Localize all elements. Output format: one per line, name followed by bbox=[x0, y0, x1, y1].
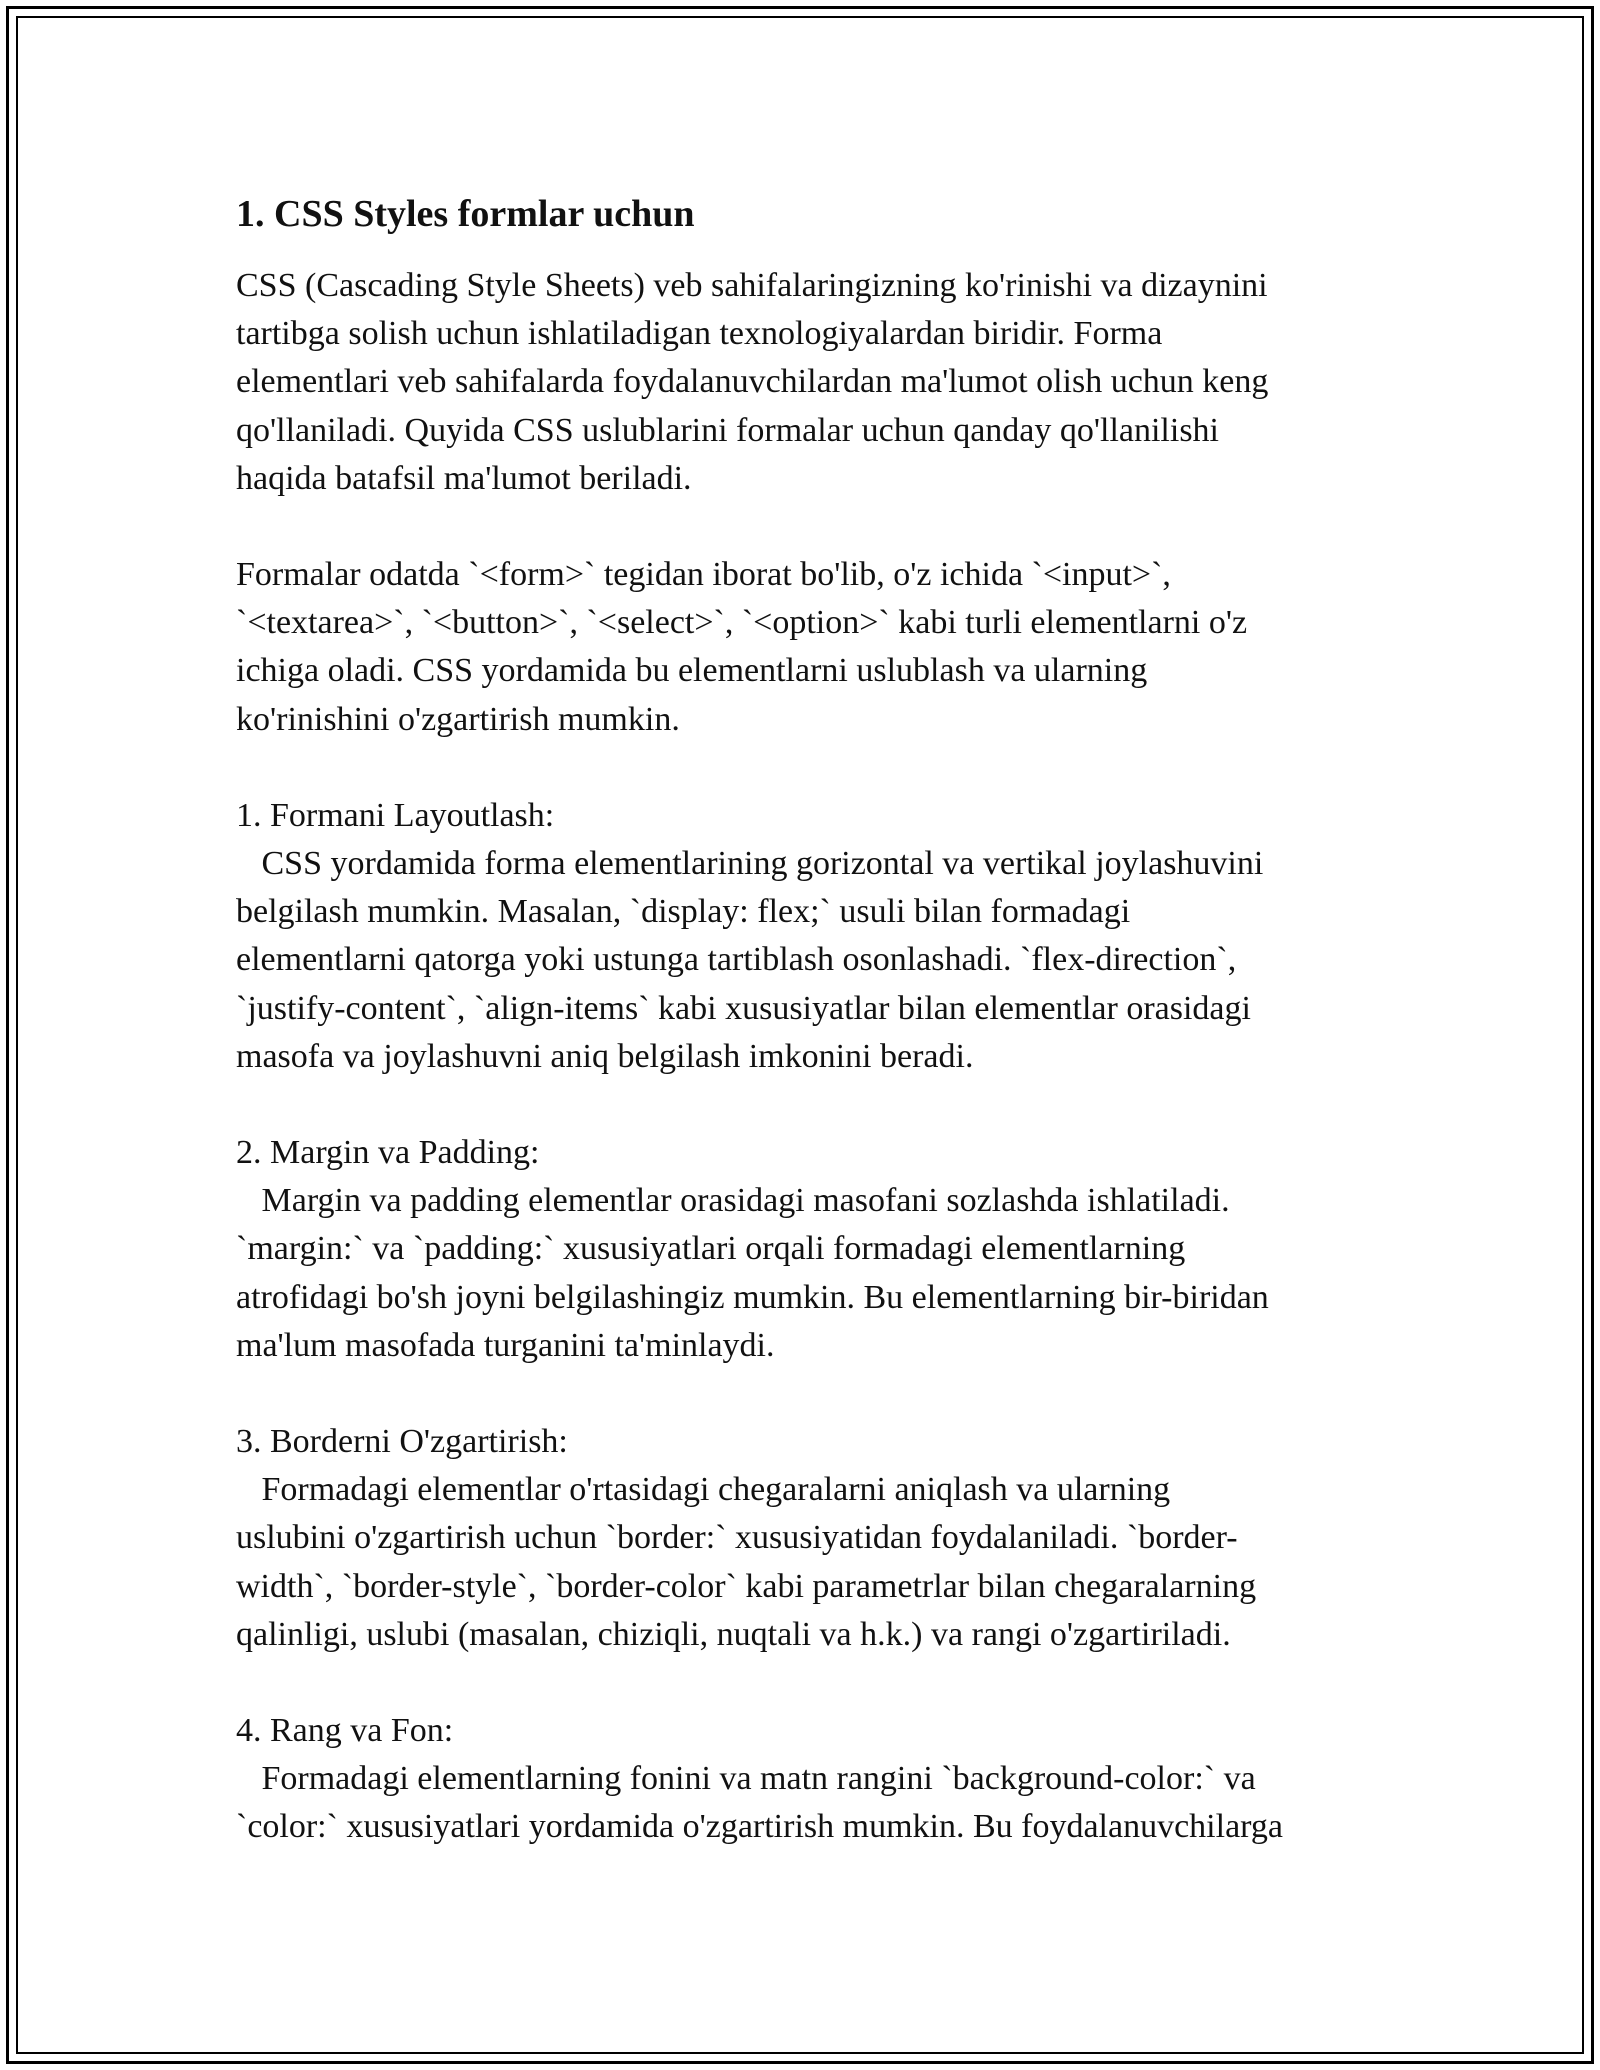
paragraph-line: `color:` xususiyatlari yordamida o'zgartirish mumkin. Bu foydalanuvchilarga bbox=[236, 1808, 1283, 1846]
section-color-background bbox=[236, 1707, 1376, 1852]
section-margin-padding bbox=[236, 1129, 1376, 1370]
paragraph-line: `justify-content`, `align-items` kabi xususiyatlar bilan elementlar orasidagi bbox=[236, 989, 1251, 1027]
paragraph-line: `<textarea>`, `<button>`, `<select>`, `<option>` kabi turli elementlarni o'z bbox=[236, 604, 1248, 642]
section-heading: 1. Formani Layoutlash: bbox=[236, 796, 555, 834]
paragraph-line: masofa va joylashuvni aniq belgilash imkonini beradi. bbox=[236, 1037, 974, 1075]
document-body bbox=[236, 186, 1376, 1900]
paragraph-line: belgilash mumkin. Masalan, `display: flex;` usuli bilan formadagi bbox=[236, 893, 1131, 931]
paragraph-line: Formadagi elementlar o'rtasidagi chegaralarni aniqlash va ularning bbox=[236, 1471, 1171, 1509]
paragraph-line: Margin va padding elementlar orasidagi masofani sozlashda ishlatiladi. bbox=[236, 1182, 1230, 1220]
paragraph-line: width`, `border-style`, `border-color` kabi parametrlar bilan chegaralarning bbox=[236, 1567, 1257, 1605]
paragraph-line: Formadagi elementlarning fonini va matn rangini `background-color:` va bbox=[236, 1760, 1256, 1798]
forms-paragraph bbox=[236, 551, 1376, 744]
paragraph-line: uslubini o'zgartirish uchun `border:` xususiyatidan foydalaniladi. `border- bbox=[236, 1519, 1238, 1557]
paragraph-line: atrofidagi bo'sh joyni belgilashingiz mumkin. Bu elementlarning bir-biridan bbox=[236, 1278, 1269, 1316]
paragraph-line: qo'llaniladi. Quyida CSS uslublarini formalar uchun qanday qo'llanilishi bbox=[236, 411, 1219, 449]
paragraph-line: ma'lum masofada turganini ta'minlaydi. bbox=[236, 1326, 775, 1364]
paragraph-line: haqida batafsil ma'lumot beriladi. bbox=[236, 459, 692, 497]
paragraph-line: ko'rinishini o'zgartirish mumkin. bbox=[236, 700, 680, 738]
paragraph-line: CSS (Cascading Style Sheets) veb sahifalaringizning ko'rinishi va dizaynini bbox=[236, 267, 1268, 304]
paragraph-line: elementlarni qatorga yoki ustunga tartiblash osonlashadi. `flex-direction`, bbox=[236, 941, 1237, 979]
section-heading: 3. Borderni O'zgartirish: bbox=[236, 1423, 568, 1461]
section-layout bbox=[236, 792, 1376, 1081]
paragraph-line: elementlari veb sahifalarda foydalanuvchilardan ma'lumot olish uchun keng bbox=[236, 363, 1269, 401]
paragraph-line: CSS yordamida forma elementlarining gorizontal va vertikal joylashuvini bbox=[236, 845, 1264, 883]
page-title: 1. CSS Styles formlar uchun bbox=[236, 193, 695, 235]
section-border bbox=[236, 1418, 1376, 1659]
intro-paragraph bbox=[236, 262, 1376, 503]
paragraph-line: ichiga oladi. CSS yordamida bu elementlarni uslublash va ularning bbox=[236, 652, 1148, 690]
paragraph-line: tartibga solish uchun ishlatiladigan texnologiyalardan biridir. Forma bbox=[236, 315, 1163, 353]
paragraph-line: `margin:` va `padding:` xususiyatlari orqali formadagi elementlarning bbox=[236, 1230, 1186, 1268]
section-heading: 2. Margin va Padding: bbox=[236, 1134, 540, 1172]
paragraph-line: Formalar odatda `<form>` tegidan iborat bo'lib, o'z ichida `<input>`, bbox=[236, 556, 1171, 594]
paragraph-line: qalinligi, uslubi (masalan, chiziqli, nuqtali va h.k.) va rangi o'zgartiriladi. bbox=[236, 1615, 1231, 1653]
section-heading: 4. Rang va Fon: bbox=[236, 1712, 454, 1750]
